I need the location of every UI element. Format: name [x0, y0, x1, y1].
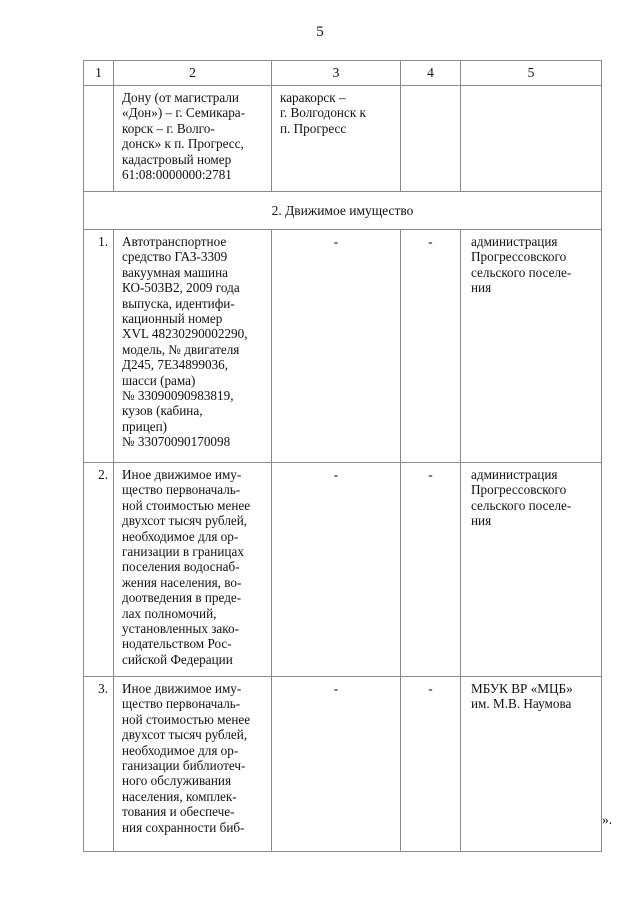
text-line: XVL 48230290002290,	[122, 326, 248, 342]
text-line: КО-503В2, 2009 года	[122, 280, 240, 296]
empty-cell	[401, 86, 461, 192]
text-line: ганизации библиотеч-	[122, 758, 246, 774]
text-line: Дону (от магистрали	[122, 90, 239, 105]
text-line: ной стоимостью менее	[122, 711, 251, 727]
text-line: жения населения, во-	[122, 574, 242, 590]
text-line: МБУК ВР «МЦБ»	[471, 681, 573, 696]
text-line: «Дон») – г. Семикара-	[122, 105, 246, 121]
text-line: выпуска, идентифи-	[122, 295, 235, 311]
column-header: 2	[114, 61, 272, 86]
text-line: ного обслуживания	[122, 773, 232, 789]
text-line: кационный номер	[122, 311, 223, 327]
text-line: сийской Федерации	[122, 651, 233, 667]
text-line: сельского поселе-	[471, 497, 572, 513]
text-line: лах полномочий,	[122, 605, 217, 621]
text-line: шасси (рама)	[122, 372, 196, 388]
text-line: кузов (кабина,	[122, 403, 203, 419]
text-line: поселения водоснаб-	[122, 559, 240, 575]
continuation-row	[84, 86, 602, 192]
holder-cell	[461, 463, 602, 677]
text-line: Прогрессовского	[471, 249, 567, 265]
text-line: населения, комплек-	[122, 788, 237, 804]
text-line: Автотранспортное	[122, 234, 227, 249]
text-line: средство ГАЗ-3309	[122, 249, 228, 265]
row-number: 1.	[84, 230, 114, 463]
text-line: ния	[471, 513, 492, 529]
location-cell: -	[272, 677, 401, 852]
table-row	[84, 230, 602, 463]
text-line: Д245, 7Е34899036,	[122, 357, 229, 373]
table-header-row	[84, 61, 602, 86]
text-line: администрация	[471, 467, 558, 482]
text-line: ния	[471, 280, 492, 296]
text-line: нодательством Рос-	[122, 636, 232, 652]
text-line: сельского поселе-	[471, 264, 572, 280]
text-line: Иное движимое иму-	[122, 681, 242, 696]
table-row	[84, 677, 602, 852]
location-cell: -	[272, 463, 401, 677]
text-line: ной стоимостью менее	[122, 497, 251, 513]
text-line: щество первоначаль-	[122, 482, 241, 498]
text-line: каракорск –	[280, 90, 346, 105]
value-cell: -	[401, 463, 461, 677]
text-line: № 33070090170098	[122, 434, 231, 450]
object-description-cell	[114, 86, 272, 192]
text-line: тования и обеспече-	[122, 804, 235, 820]
text-line: щество первоначаль-	[122, 696, 241, 712]
page-number: 5	[316, 24, 324, 40]
text-line: корск – г. Волго-	[122, 120, 215, 136]
text-line: прицеп)	[122, 418, 168, 434]
object-description-cell	[114, 677, 272, 852]
text-line: модель, № двигателя	[122, 341, 240, 357]
text-line: Иное движимое иму-	[122, 467, 242, 482]
text-line: № 33090090983819,	[122, 388, 234, 404]
row-number-cell	[84, 86, 114, 192]
location-cell	[272, 86, 401, 192]
text-line: необходимое для ор-	[122, 528, 239, 544]
text-line: п. Прогресс	[280, 120, 347, 136]
text-line: донск» к п. Прогресс,	[122, 136, 244, 152]
closing-quote: ».	[602, 812, 613, 827]
value-cell: -	[401, 677, 461, 852]
empty-cell	[461, 86, 602, 192]
row-number: 2.	[84, 463, 114, 677]
object-description-cell	[114, 230, 272, 463]
text-line: кадастровый номер	[122, 151, 232, 167]
location-cell: -	[272, 230, 401, 463]
section-title: 2. Движимое имущество	[84, 192, 602, 230]
value-cell: -	[401, 230, 461, 463]
text-line: доотведения в преде-	[122, 590, 242, 606]
column-header: 4	[401, 61, 461, 86]
table-row	[84, 463, 602, 677]
text-line: 61:08:0000000:2781	[122, 167, 232, 183]
column-header: 1	[84, 61, 114, 86]
holder-cell	[461, 677, 602, 852]
column-header: 5	[461, 61, 602, 86]
object-description-cell	[114, 463, 272, 677]
holder-cell	[461, 230, 602, 463]
row-number: 3.	[84, 677, 114, 852]
text-line: вакуумная машина	[122, 264, 228, 280]
text-line: двухсот тысяч рублей,	[122, 727, 248, 743]
text-line: необходимое для ор-	[122, 742, 239, 758]
text-line: Прогрессовского	[471, 482, 567, 498]
text-line: ганизации в границах	[122, 544, 244, 560]
column-header: 3	[272, 61, 401, 86]
section-heading-row	[84, 192, 602, 230]
text-line: двухсот тысяч рублей,	[122, 513, 248, 529]
text-line: установленных зако-	[122, 621, 240, 637]
text-line: администрация	[471, 234, 558, 249]
text-line: ния сохранности биб-	[122, 819, 245, 835]
text-line: им. М.В. Наумова	[471, 696, 572, 712]
text-line: г. Волгодонск к	[280, 105, 366, 121]
property-table	[83, 60, 602, 852]
